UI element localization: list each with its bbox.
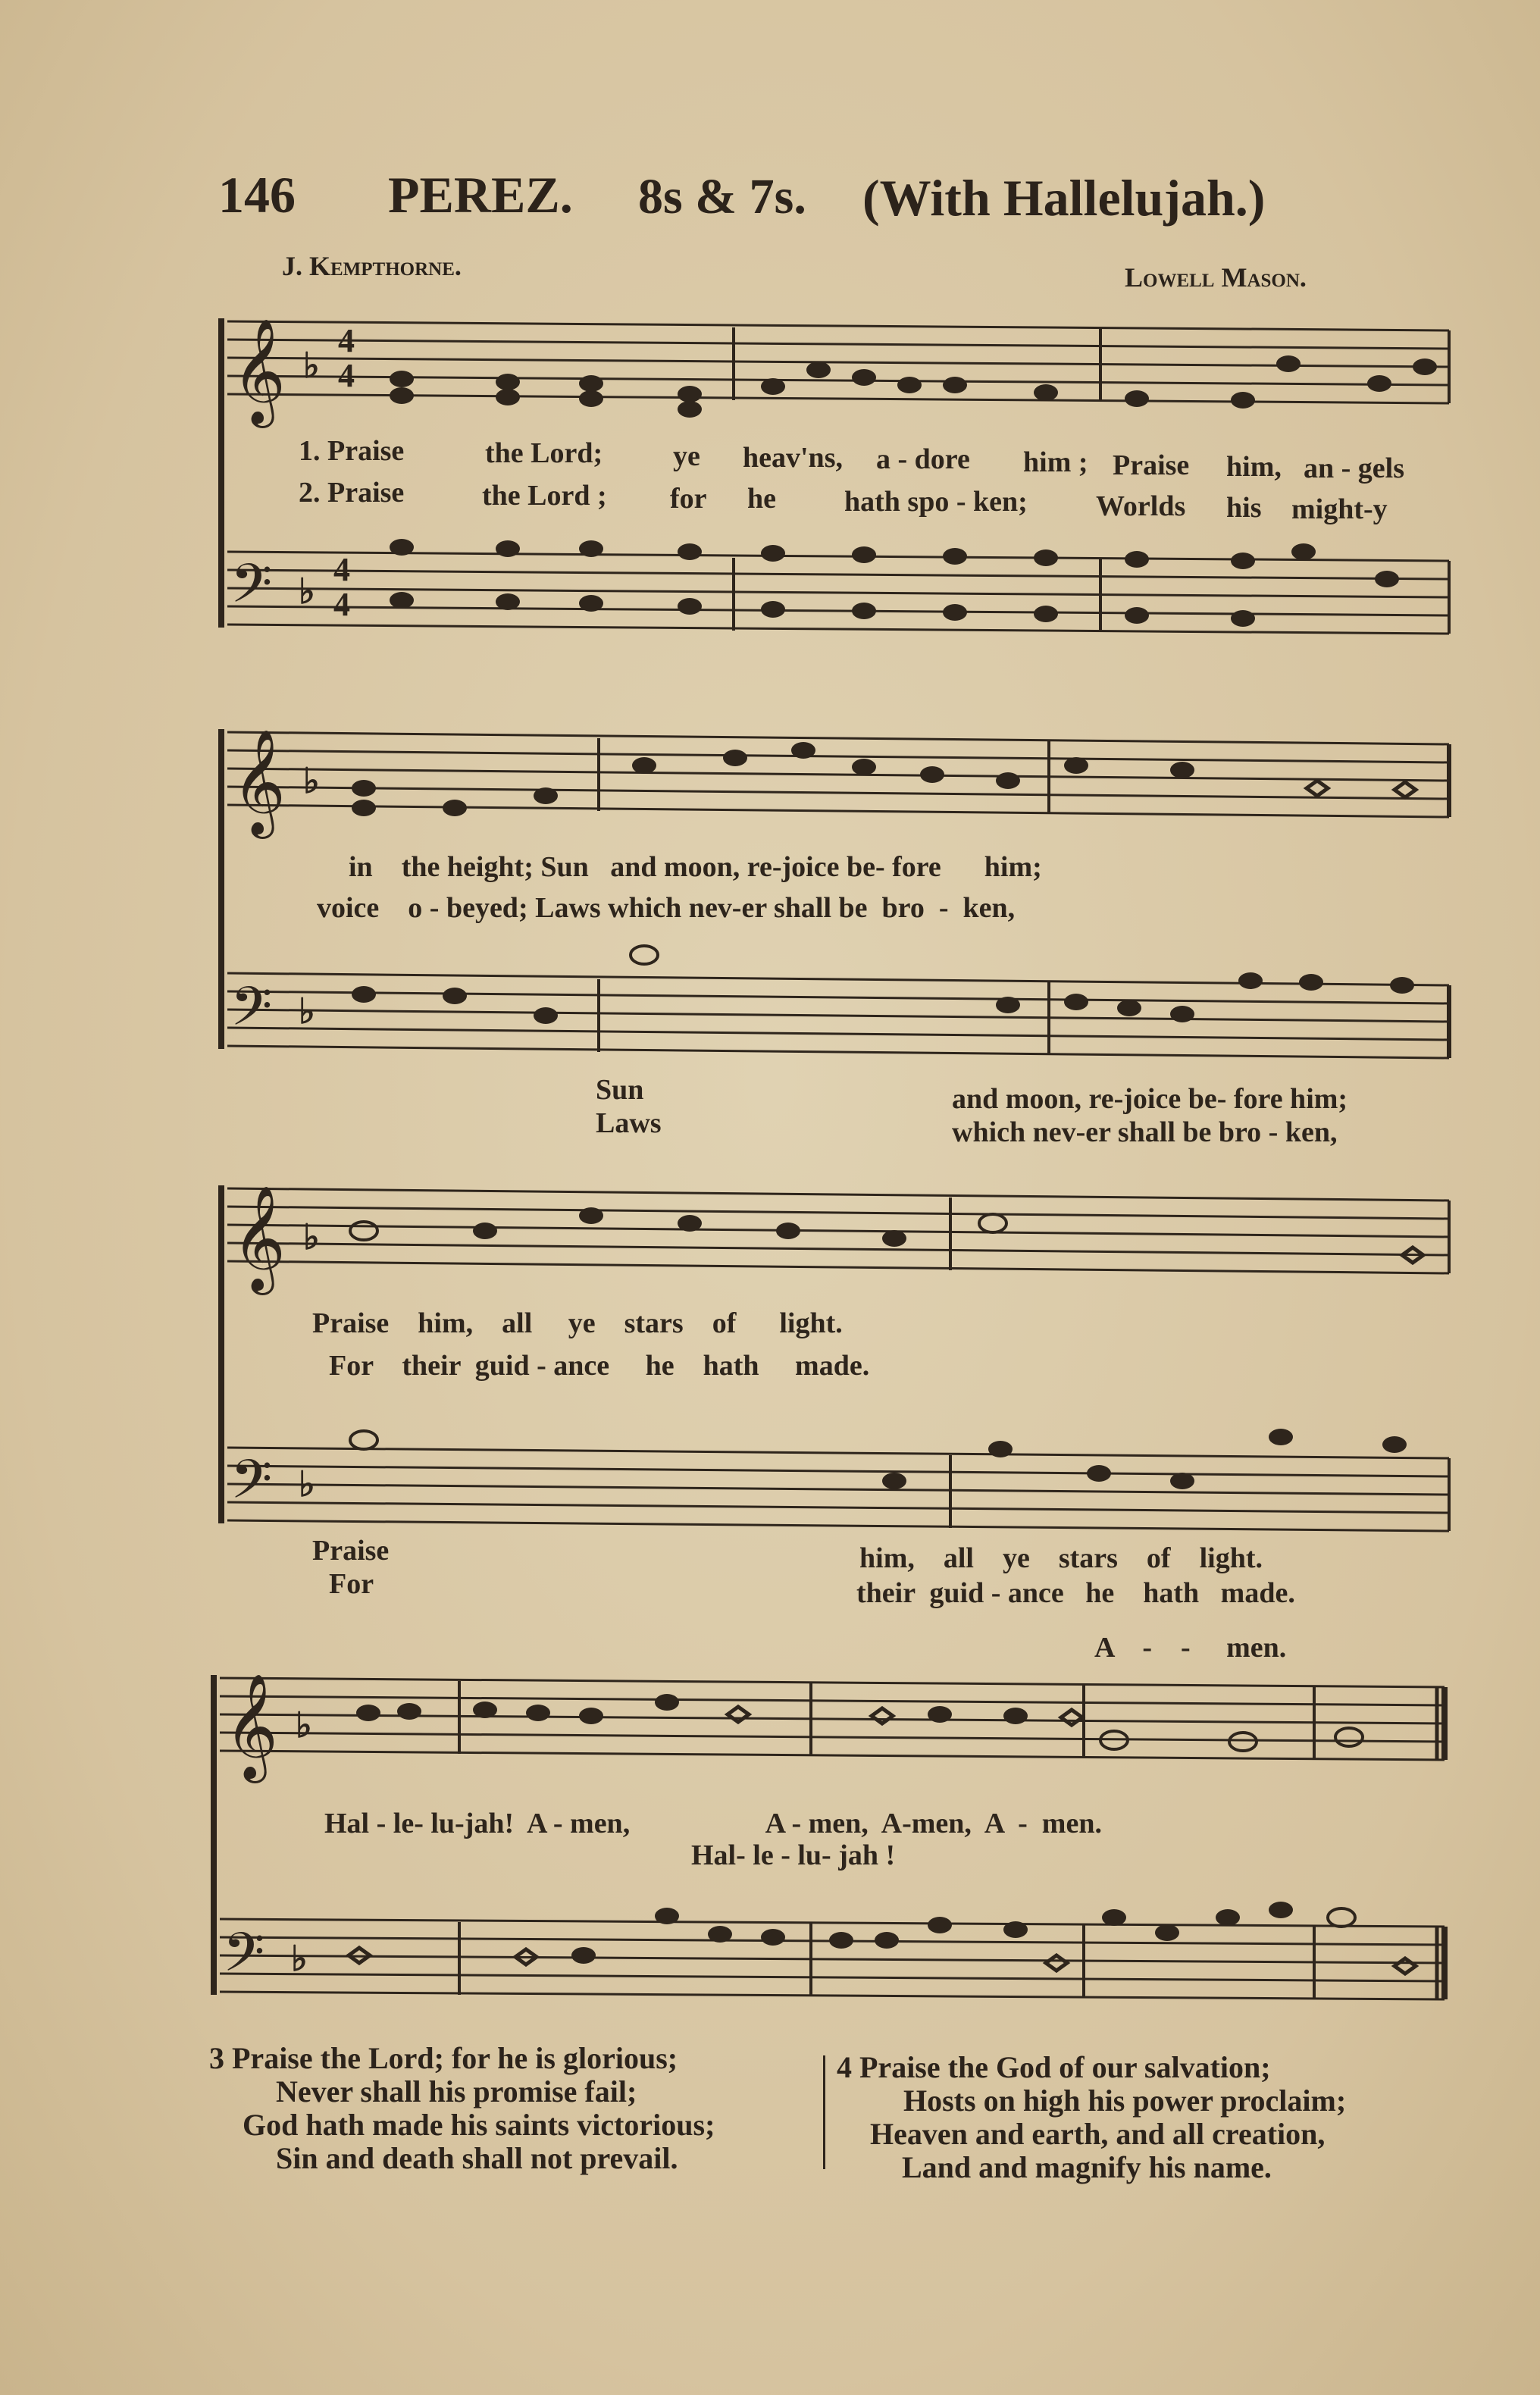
s1-v2-lyric-4: he	[747, 483, 776, 515]
svg-text:♭: ♭	[296, 1706, 312, 1745]
svg-text:♭: ♭	[303, 346, 320, 385]
s2-bass-v2a: Laws	[596, 1107, 662, 1139]
s4-lyric-line1: Hal - le- lu-jah! A - men, A - men, A-men, A - men.	[324, 1808, 1102, 1839]
verse-3	[209, 2042, 715, 2175]
s2-bass-v1b: and moon, re-joice be- fore him;	[952, 1083, 1348, 1115]
s1-v2-lyric-6: Worlds	[1096, 490, 1186, 522]
system2-bass	[227, 973, 1449, 1058]
s2-verse1: in the height; Sun and moon, re-joice be- fore him;	[349, 851, 1042, 883]
s3-bass-v1a: Praise	[312, 1535, 390, 1567]
verse-divider	[823, 2055, 825, 2169]
bass-clef-icon: 𝄢	[230, 1448, 273, 1524]
s1-v2-lyric-8: might-y	[1291, 493, 1388, 525]
s3-verse2: For their guid - ance he hath made.	[329, 1350, 870, 1382]
tune-note: (With Hallelujah.)	[862, 169, 1266, 227]
svg-text:♭: ♭	[299, 572, 315, 611]
svg-text:4: 4	[338, 357, 355, 394]
system1-bass	[227, 552, 1449, 634]
s1-v1-lyric-2: the Lord;	[485, 437, 603, 469]
svg-text:♭: ♭	[299, 1465, 315, 1504]
verse-3-line-2: Never shall his promise fail;	[276, 2074, 637, 2109]
composer-credit: Lowell Mason.	[1125, 262, 1307, 293]
s1-v1-lyric-4: heav'ns,	[743, 442, 843, 474]
meter: 8s & 7s.	[638, 169, 806, 224]
s1-v1-lyric-3: ye	[673, 440, 700, 472]
s3-verse1: Praise him, all ye stars of light.	[312, 1307, 843, 1339]
verse-4-line-4: Land and magnify his name.	[902, 2150, 1272, 2184]
treble-clef-icon: 𝄞	[232, 729, 286, 834]
s1-v1-lyric-5: a - dore	[876, 443, 970, 475]
s1-v2-lyric-2: the Lord ;	[482, 480, 607, 512]
s1-v1-lyric-1: 1. Praise	[299, 435, 405, 467]
s1-v1-lyric-7: Praise	[1113, 449, 1190, 481]
system2-treble	[227, 732, 1449, 817]
s1-v2-lyric-1: 2. Praise	[299, 477, 405, 509]
lyricist-credit: J. Kempthorne.	[282, 251, 462, 281]
svg-text:4: 4	[333, 586, 350, 623]
system4-bass	[220, 1919, 1445, 1999]
s1-v1-lyric-8: him,	[1226, 451, 1282, 483]
s1-v2-lyric-3: for	[670, 483, 707, 515]
verse-4-line-3: Heaven and earth, and all creation,	[870, 2117, 1326, 2151]
s2-bass-v1a: Sun	[596, 1074, 644, 1106]
tune-name: PEREZ.	[388, 166, 573, 224]
s1-v2-lyric-7: his	[1226, 492, 1262, 524]
system4-treble	[220, 1678, 1445, 1760]
s1-v1-lyric-9: an - gels	[1304, 452, 1404, 484]
s4-amen-top: A - - men.	[1094, 1632, 1287, 1664]
verse-4	[837, 2051, 1346, 2184]
s1-v2-lyric-5: hath spo - ken;	[844, 486, 1028, 518]
s1-v1-lyric-6: him ;	[1023, 446, 1088, 478]
s3-bass-v1b: him, all ye stars of light.	[859, 1542, 1263, 1574]
treble-clef-icon: 𝄞	[224, 1673, 278, 1779]
system3-bass	[227, 1448, 1449, 1531]
verse-3-line-1: 3 Praise the Lord; for he is glorious;	[209, 2041, 678, 2075]
s2-verse2: voice o - beyed; Laws which nev-er shall be bro - ken,	[317, 892, 1016, 924]
verse-3-line-4: Sin and death shall not prevail.	[276, 2141, 678, 2175]
bass-clef-icon: 𝄢	[223, 1921, 265, 1997]
bass-clef-icon: 𝄢	[230, 975, 273, 1051]
svg-text:4: 4	[333, 551, 350, 588]
system3-treble	[227, 1188, 1449, 1273]
s3-bass-v2a: For	[329, 1568, 374, 1600]
verse-4-line-1: 4 Praise the God of our salvation;	[837, 2050, 1271, 2084]
s2-bass-v2b: which nev-er shall be bro - ken,	[952, 1116, 1338, 1148]
verse-4-line-2: Hosts on high his power proclaim;	[903, 2083, 1347, 2118]
verse-3-line-3: God hath made his saints victorious;	[243, 2108, 715, 2142]
bass-clef-icon: 𝄢	[230, 553, 273, 628]
staff-lines	[220, 321, 1449, 1999]
s4-lyric-line2: Hal- le - lu- jah !	[691, 1839, 896, 1871]
page-number: 146	[218, 166, 296, 224]
svg-text:♭: ♭	[303, 1218, 320, 1257]
s3-bass-v2b: their guid - ance he hath made.	[856, 1577, 1295, 1609]
svg-text:♭: ♭	[291, 1939, 308, 1978]
svg-text:4: 4	[338, 322, 355, 359]
svg-text:♭: ♭	[303, 762, 320, 800]
treble-clef-icon: 𝄞	[232, 1185, 286, 1291]
treble-clef-icon: 𝄞	[232, 318, 286, 424]
svg-text:♭: ♭	[299, 992, 315, 1031]
